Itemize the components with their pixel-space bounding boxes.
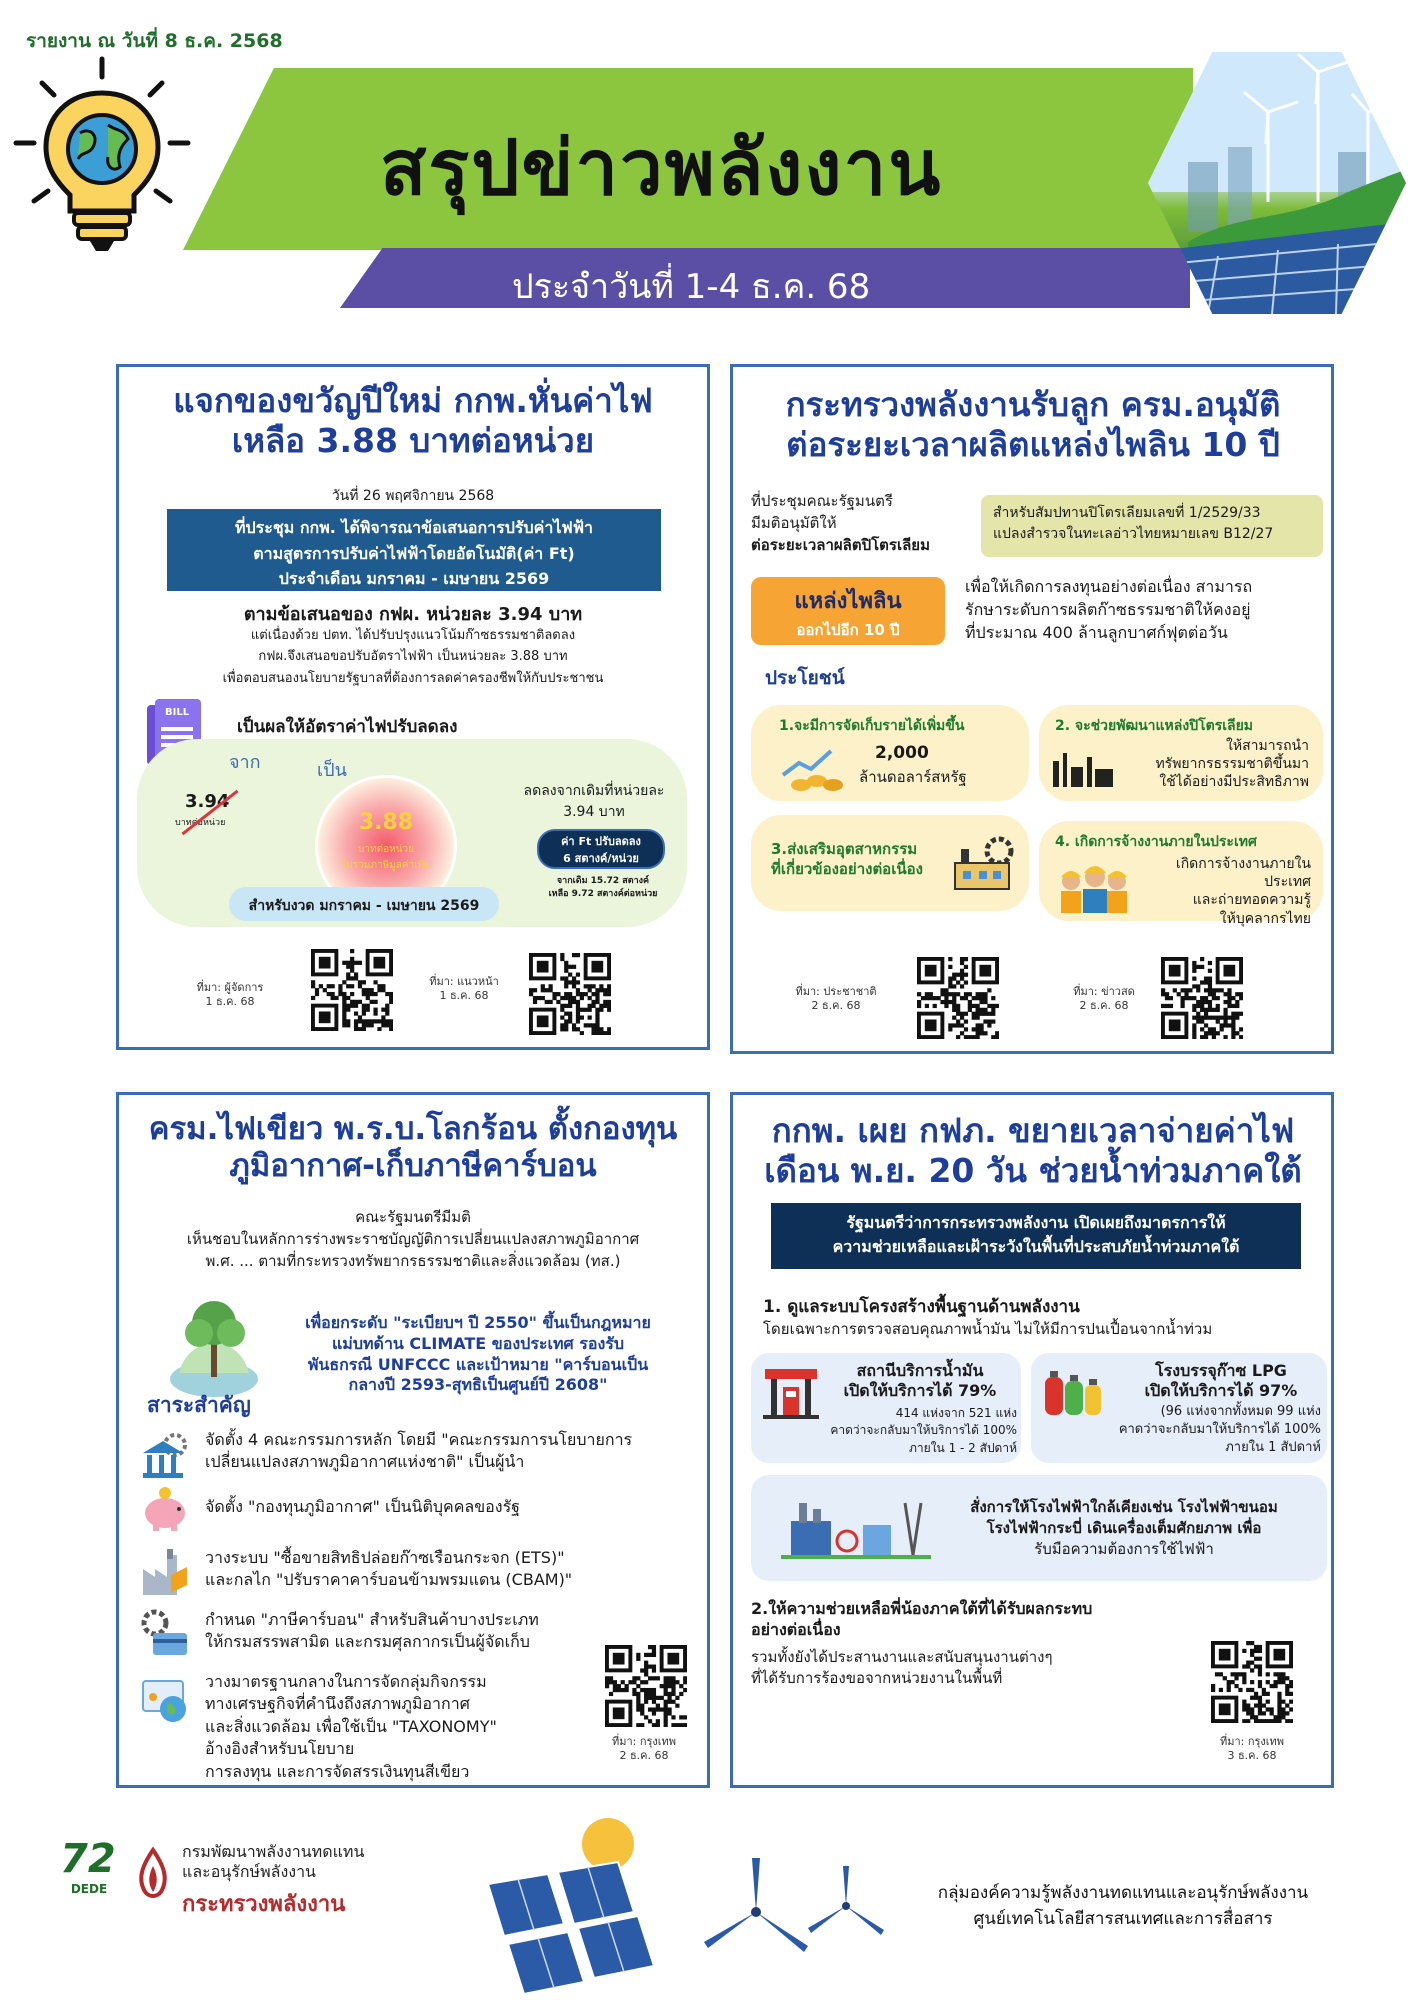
power-plant-icon [781, 1497, 931, 1561]
key-point [205, 1609, 539, 1654]
status-line: โรงบรรจุก๊าซ LPG [1155, 1361, 1287, 1380]
benefit-line: ใช้ได้อย่างมีประสิทธิภาพ [1159, 774, 1309, 791]
qr-code[interactable] [529, 953, 611, 1035]
section-subtext [751, 1647, 1053, 1689]
qr-pattern [1161, 957, 1243, 1039]
subtext-line: รวมทั้งยังได้ประสานงานและสนับสนุนงานต่างๆ [751, 1648, 1053, 1666]
source-note [1197, 1735, 1307, 1764]
source-line: 1 ธ.ค. 68 [205, 995, 255, 1009]
plant-line: โรงไฟฟ้ากระบี่ เดินเครื่องเต็มศักยภาพ เพื่อ [986, 1519, 1262, 1537]
statement-line: ความช่วยเหลือและเฝ้าระวังในพื้นที่ประสบภัยน้ำท่วมภาคใต้ [832, 1237, 1240, 1256]
goal-line: แม่บทด้าน CLIMATE ของประเทศ รองรับ [331, 1333, 625, 1353]
qr-pattern [1211, 1641, 1293, 1723]
vat-note: ไม่รวมภาษีมูลค่าเพิ่ม [341, 860, 431, 871]
intro-line: คณะรัฐมนตรีมีมติ [355, 1208, 471, 1226]
from-label: จาก [229, 752, 261, 773]
source-line: 3 ธ.ค. 68 [1227, 1749, 1277, 1763]
ministry-name: กระทรวงพลังงาน [182, 1892, 346, 1917]
benefit-industry [751, 815, 1029, 911]
ft-detail [529, 875, 677, 900]
qr-code[interactable] [1211, 1641, 1293, 1723]
page-title: สรุปข่าวพลังงาน [380, 123, 943, 212]
minister-statement-box [771, 1203, 1301, 1269]
benefits-heading: ประโยชน์ [765, 667, 845, 689]
key-point-line: จัดตั้ง 4 คณะกรรมการหลัก โดยมี "คณะกรรมการนโยบายการ [205, 1430, 633, 1449]
lightbulb-globe-icon [12, 55, 192, 255]
coins-icon [779, 745, 849, 793]
intro-text [119, 1207, 707, 1272]
field-name: แหล่งไพลิน [794, 589, 902, 614]
detail-line: ภายใน 1 - 2 สัปดาห์ [909, 1440, 1017, 1455]
wind-turbine-icon [696, 1852, 896, 1972]
card-title-line: กระทรวงพลังงานรับลูก ครม.อนุมัติ [785, 385, 1281, 424]
source-note [781, 985, 891, 1014]
card-title-line: กกพ. เผย กฟภ. ขยายเวลาจ่ายค่าไฟ [771, 1111, 1295, 1150]
source-line: 1 ธ.ค. 68 [439, 989, 489, 1003]
key-point [205, 1429, 632, 1474]
new-rate-value: 3.88 [358, 810, 414, 835]
benefit-text [1129, 737, 1309, 792]
revenue-unit: ล้านดอลาร์สหรัฐ [859, 768, 967, 786]
qr-code[interactable] [917, 957, 999, 1039]
source-note [175, 981, 285, 1010]
benefit-text [1139, 855, 1311, 928]
old-rate-value: 3.94 [185, 791, 230, 812]
intro-line: ต่อระยะเวลาผลิตปิโตรเลียม [751, 535, 930, 554]
refinery-icon [1049, 747, 1119, 787]
purpose-text [965, 575, 1252, 645]
card-title-line: เดือน พ.ย. 20 วัน ช่วยน้ำท่วมภาคใต้ [764, 1150, 1302, 1190]
proposal-text: ตามข้อเสนอของ กฟผ. หน่วยละ 3.94 บาท [243, 604, 583, 625]
source-line: 2 ธ.ค. 68 [619, 1749, 669, 1763]
benefit-title: 4. เกิดการจ้างงานภายในประเทศ [1055, 834, 1257, 850]
source-line: ที่มา: กรุงเทพ [1219, 1735, 1285, 1748]
key-point-line: และสิ่งแวดล้อม เพื่อใช้เป็น "TAXONOMY" [205, 1716, 497, 1736]
lpg-detail [1081, 1403, 1321, 1458]
dept-line: และอนุรักษ์พลังงาน [182, 1862, 316, 1881]
benefit-title: 1.จะมีการจัดเก็บรายได้เพิ่มขึ้น [779, 718, 965, 734]
benefit-line: ให้บุคลากรไทย [1219, 910, 1311, 927]
dede-number: 72 [60, 1836, 116, 1882]
source-line: ที่มา: ข่าวสด [1073, 985, 1135, 998]
dept-line: กรมพัฒนาพลังงานทดแทน [182, 1842, 365, 1861]
purpose-line: เพื่อให้เกิดการลงทุนอย่างต่อเนื่อง สามารถ [965, 577, 1253, 596]
period-badge: สำหรับงวด มกราคม - เมษายน 2569 [229, 887, 499, 921]
goal-line: พันธกรณี UNFCCC และเป้าหมาย "คาร์บอนเป็น [307, 1354, 649, 1374]
intro-text [751, 491, 930, 556]
plant-line: สั่งการให้โรงไฟฟ้าใกล้เคียงเช่น โรงไฟฟ้าขนอม [970, 1498, 1278, 1516]
gas-station-detail [791, 1405, 1017, 1457]
meeting-summary-box [167, 509, 661, 591]
page-subtitle: ประจำวันที่ 1-4 ธ.ค. 68 [512, 267, 871, 307]
earth-plant-icon [159, 1293, 269, 1403]
ft-line: 6 สตางค์/หน่วย [563, 851, 639, 865]
result-text: เป็นผลให้อัตราค่าไฟปรับลดลง [237, 717, 458, 737]
card-title [129, 1111, 697, 1185]
detail-line: 414 แห่งจาก 521 แห่ง [895, 1406, 1017, 1420]
card-title [739, 385, 1327, 464]
key-point-line: จัดตั้ง "กองทุนภูมิอากาศ" เป็นนิติบุคคลของรัฐ [205, 1497, 521, 1516]
dede-label: DEDE [70, 1882, 108, 1896]
workers-icon [1053, 859, 1133, 915]
gas-station-status [825, 1361, 1015, 1401]
key-point [205, 1495, 520, 1520]
section-heading-line: 2.ให้ความช่วยเหลือพี่น้องภาคใต้ที่ได้รับผลกระทบ [751, 1599, 1093, 1618]
intro-line: เห็นชอบในหลักการร่างพระราชบัญญัติการเปลี่ยนแปลงสภาพภูมิอากาศ [186, 1229, 640, 1248]
news-card-climate-act [116, 1092, 710, 1788]
summary-line: ตามสูตรการปรับค่าไฟฟ้าโดยอัตโนมัติ(ค่า Ft) [253, 543, 575, 563]
status-line: เปิดให้บริการได้ 79% [843, 1381, 997, 1400]
benefit-employment [1039, 821, 1323, 927]
card-title [739, 1111, 1327, 1190]
key-point-line: ให้กรมสรรพสามิต และกรมศุลกากรเป็นผู้จัดเก็บ [205, 1632, 530, 1652]
factory-tag-icon [139, 1545, 189, 1599]
benefit-line: 3.ส่งเสริมอุตสาหกรรม [771, 840, 918, 858]
ft-line: ค่า Ft ปรับลดลง [561, 835, 641, 848]
source-note [589, 1735, 699, 1764]
ft-reduction-badge [537, 829, 665, 869]
detail-line: คาดว่าจะกลับมาให้บริการได้ 100% [830, 1423, 1017, 1438]
news-card-flood-relief [730, 1092, 1334, 1788]
source-line: ที่มา: ผู้จัดการ [196, 981, 264, 994]
qr-pattern [529, 953, 611, 1035]
department-name [182, 1842, 364, 1882]
ministry-logo-icon [132, 1846, 174, 1906]
key-point-line: อ้างอิงสำหรับนโยบาย [205, 1739, 355, 1759]
card-title [129, 381, 697, 460]
new-rate-unit: บาทต่อหน่วย [358, 844, 414, 855]
intro-line: มีมติอนุมัติให้ [751, 513, 837, 532]
power-plant-panel [751, 1475, 1327, 1581]
ft-detail-line: จากเดิม 15.72 สตางค์ [556, 876, 650, 886]
summary-line: ประจำเดือน มกราคม - เมษายน 2569 [278, 569, 550, 589]
decrease-line: ลดลงจากเดิมที่หน่วยละ [523, 783, 665, 799]
benefit-line: ให้สามารถนำ [1226, 738, 1309, 754]
key-point-line: วางระบบ "ซื้อขายสิทธิปล่อยก๊าซเรือนกระจก (ETS)" [205, 1548, 565, 1567]
key-point-line: วางมาตรฐานกลางในการจัดกลุ่มกิจกรรม [205, 1672, 487, 1691]
qr-pattern [917, 957, 999, 1039]
decrease-text [499, 781, 689, 823]
qr-code[interactable] [311, 949, 393, 1031]
pailin-field-badge [751, 577, 945, 645]
decrease-line: 3.94 บาท [563, 804, 625, 820]
qr-pattern [605, 1645, 687, 1727]
purpose-line: รักษาระดับการผลิตก๊าซธรรมชาติให้คงอยู่ [965, 600, 1251, 620]
globe-chart-icon [139, 1675, 191, 1727]
gas-station-panel [751, 1353, 1021, 1463]
key-point-line: และกลไก "ปรับราคาคาร์บอนข้ามพรมแดน (CBAM)" [205, 1570, 573, 1590]
card-gear-icon [139, 1607, 191, 1659]
benefit-revenue [751, 705, 1029, 801]
solar-panel-sun-icon [468, 1814, 688, 2000]
source-line: 2 ธ.ค. 68 [811, 999, 861, 1013]
key-point-line: กำหนด "ภาษีคาร์บอน" สำหรับสินค้าบางประเภท [205, 1610, 539, 1629]
key-point-line: ทางเศรษฐกิจที่คำนึงถึงสภาพภูมิอากาศ [205, 1694, 470, 1714]
benefit-line: ที่เกี่ยวข้องอย่างต่อเนื่อง [771, 860, 923, 879]
key-point [205, 1547, 572, 1592]
benefit-line: ทรัพยากรธรรมชาติขึ้นมา [1155, 756, 1309, 773]
source-note [409, 975, 519, 1004]
intro-line: ที่ประชุมคณะรัฐมนตรี [751, 492, 893, 510]
section-heading-line: อย่างต่อเนื่อง [751, 1619, 841, 1639]
factory-gear-icon [949, 835, 1019, 891]
revenue-value: 2,000 [875, 743, 929, 763]
goal-line: กลางปี 2593-สุทธิเป็นศูนย์ปี 2608" [348, 1375, 608, 1395]
card-title-line: ครม.ไฟเขียว พ.ร.บ.โลกร้อน ตั้งกองทุน [148, 1111, 678, 1147]
source-line: ที่มา: ประชาชาติ [795, 985, 877, 998]
concession-line: แปลงสำรวจในทะเลอ่าวไทยหมายเลข B12/27 [993, 526, 1274, 542]
source-line: 2 ธ.ค. 68 [1079, 999, 1129, 1013]
report-date: รายงาน ณ วันที่ 8 ธ.ค. 2568 [26, 30, 283, 52]
status-line: เปิดให้บริการได้ 97% [1144, 1381, 1298, 1400]
source-line: ที่มา: กรุงเทพ [611, 1735, 677, 1748]
to-label: เป็น [317, 760, 347, 781]
key-point-line: การลงทุน และการจัดสรรเงินทุนสีเขียว [205, 1761, 470, 1781]
detail-line: ภายใน 1 สัปดาห์ [1225, 1440, 1321, 1456]
bill-label: BILL [165, 707, 190, 718]
piggy-bank-icon [139, 1483, 189, 1533]
detail-line: คาดว่าจะกลับมาให้บริการได้ 100% [1118, 1422, 1321, 1438]
concession-line: สำหรับสัมปทานปิโตรเลียมเลขที่ 1/2529/33 [993, 505, 1261, 521]
dede-logo [60, 1836, 118, 1910]
summary-line: ที่ประชุม กกพ. ได้พิจารณาข้อเสนอการปรับค่าไฟฟ้า [234, 518, 594, 537]
old-rate-unit: บาทต่อหน่วย [175, 818, 226, 828]
news-date: วันที่ 26 พฤศจิกายน 2568 [331, 488, 495, 504]
key-point [205, 1671, 497, 1783]
purpose-line: ที่ประมาณ 400 ล้านลูกบาศก์ฟุตต่อวัน [965, 623, 1228, 643]
benefit-title: 2. จะช่วยพัฒนาแหล่งปิโตรเลียม [1055, 718, 1254, 734]
news-card-electricity-rate [116, 364, 710, 1050]
plant-line: รับมือความต้องการใช้ไฟฟ้า [1034, 1540, 1214, 1558]
section-heading: 1. ดูแลระบบโครงสร้างพื้นฐานด้านพลังงาน [763, 1297, 1080, 1317]
status-line: สถานีบริการน้ำมัน [856, 1361, 984, 1380]
footer-line: กลุ่มองค์ความรู้พลังงานทดแทนและอนุรักษ์พลังงาน [937, 1883, 1309, 1903]
card-title-line: เหลือ 3.88 บาทต่อหน่วย [231, 420, 595, 460]
benefit-line: และถ่ายทอดความรู้ [1192, 892, 1311, 909]
lpg-plant-panel [1031, 1353, 1327, 1463]
news-card-pailin-field [730, 364, 1334, 1054]
reason-line: กฟผ.จึงเสนอขอปรับอัตราไฟฟ้า เป็นหน่วยละ 3.88 บาท [258, 649, 568, 665]
power-plant-text [929, 1497, 1319, 1560]
bank-gear-icon [139, 1431, 189, 1481]
benefit-line: เกิดการจ้างงานภายในประเทศ [1175, 856, 1311, 891]
card-title-line: ภูมิอากาศ-เก็บภาษีคาร์บอน [229, 1148, 597, 1185]
source-line: ที่มา: แนวหน้า [429, 975, 499, 988]
subtext-line: ที่ได้รับการร้องขอจากหน่วยงานในพื้นที่ [751, 1669, 1003, 1687]
qr-code[interactable] [605, 1645, 687, 1727]
reason-line: แต่เนื่องด้วย ปตท. ได้ปรับปรุงแนวโน้มก๊าซธรรมชาติลดลง [250, 628, 576, 643]
lpg-status [1121, 1361, 1321, 1401]
intro-line: พ.ศ. ... ตามที่กระทรวงทรัพยากรธรรมชาติและสิ่งแวดล้อม (ทส.) [205, 1251, 621, 1270]
benefit-text [771, 839, 923, 880]
reason-line: เพื่อตอบสนองนโยบายรัฐบาลที่ต้องการลดค่าครองชีพให้กับประชาชน [222, 670, 604, 686]
source-note [1049, 985, 1159, 1014]
key-points-heading: สาระสำคัญ [147, 1393, 251, 1417]
statement-line: รัฐมนตรีว่าการกระทรวงพลังงาน เปิดเผยถึงมาตรการให้ [846, 1213, 1226, 1232]
card-title-line: ต่อระยะเวลาผลิตแหล่งไพลิน 10 ปี [786, 424, 1280, 464]
card-title-line: แจกของขวัญปีใหม่ กกพ.หั่นค่าไฟ [173, 381, 653, 420]
benefit-petroleum-development [1039, 705, 1323, 801]
key-point-line: เปลี่ยนแปลงสภาพภูมิอากาศแห่งชาติ" เป็นผู้นำ [205, 1452, 525, 1472]
footer-group [888, 1880, 1358, 1933]
goal-line: เพื่อยกระดับ "ระเบียบฯ ปี 2550" ขึ้นเป็นกฎหมาย [305, 1313, 651, 1332]
concession-box [981, 495, 1323, 557]
field-extension: ออกไปอีก 10 ปี [796, 621, 900, 639]
ft-detail-line: เหลือ 9.72 สตางค์ต่อหน่วย [548, 888, 658, 899]
reason-text [119, 625, 707, 689]
qr-pattern [311, 949, 393, 1031]
detail-line: (96 แห่งจากทั้งหมด 99 แห่ง [1160, 1404, 1321, 1419]
goal-text [259, 1313, 697, 1396]
section-heading [751, 1599, 1092, 1641]
section-subtext: โดยเฉพาะการตรวจสอบคุณภาพน้ำมัน ไม่ให้มีการปนเปื้อนจากน้ำท่วม [763, 1320, 1213, 1338]
qr-code[interactable] [1161, 957, 1243, 1039]
footer-line: ศูนย์เทคโนโลยีสารสนเทศและการสื่อสาร [973, 1909, 1273, 1930]
